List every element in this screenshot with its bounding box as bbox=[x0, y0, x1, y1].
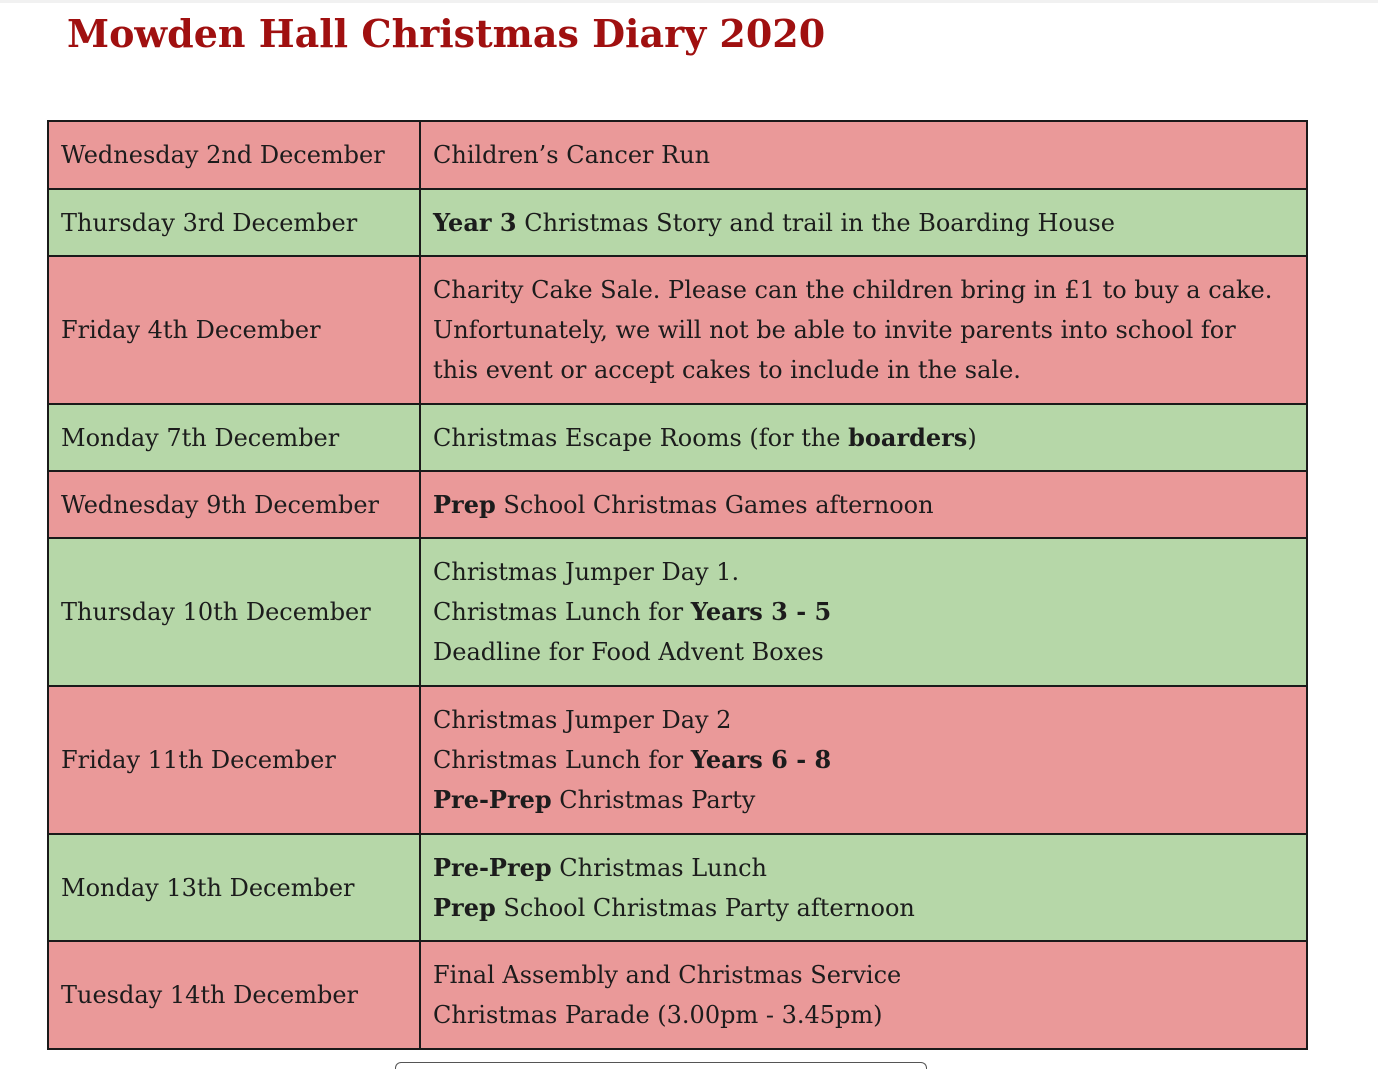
event-line bbox=[433, 740, 1294, 780]
event-text: Christmas Lunch bbox=[551, 853, 767, 882]
event-text: School Christmas Games afternoon bbox=[495, 490, 934, 519]
diary-date-cell: Friday 4th December bbox=[48, 256, 420, 404]
event-line bbox=[433, 848, 1294, 888]
christmas-diary-table bbox=[47, 120, 1308, 1050]
event-text: School Christmas Party afternoon bbox=[495, 893, 915, 922]
event-text-bold: Years 3 - 5 bbox=[690, 597, 832, 626]
diary-row bbox=[48, 404, 1307, 471]
diary-row bbox=[48, 471, 1307, 538]
diary-date-cell: Thursday 10th December bbox=[48, 538, 420, 686]
event-text: Final Assembly and Christmas Service bbox=[433, 961, 902, 989]
event-text: ) bbox=[967, 423, 977, 452]
event-line bbox=[433, 780, 1294, 820]
event-text: Christmas Party bbox=[551, 786, 756, 814]
event-line bbox=[433, 592, 1294, 632]
diary-row bbox=[48, 686, 1307, 834]
event-text: Deadline for Food Advent Boxes bbox=[433, 638, 824, 666]
page-title: Mowden Hall Christmas Diary 2020 bbox=[67, 11, 826, 56]
event-line bbox=[433, 888, 1294, 928]
event-line bbox=[433, 995, 1294, 1035]
event-text: this event or accept cakes to include in the sale. bbox=[433, 356, 1021, 384]
event-text: Children’s Cancer Run bbox=[433, 141, 711, 169]
event-text-bold: Prep bbox=[433, 489, 496, 519]
event-text-bold: Years 6 - 8 bbox=[690, 745, 832, 774]
event-text: Unfortunately, we will not be able to invite parents into school for bbox=[433, 316, 1236, 344]
event-line bbox=[433, 632, 1294, 672]
diary-event-cell bbox=[420, 471, 1307, 538]
diary-date-cell: Tuesday 14th December bbox=[48, 941, 420, 1049]
page-top-rule bbox=[0, 0, 1378, 3]
diary-event-cell bbox=[420, 834, 1307, 941]
event-line bbox=[433, 955, 1294, 995]
diary-event-cell bbox=[420, 189, 1307, 256]
event-text: Christmas Jumper Day 2 bbox=[433, 706, 732, 734]
diary-date-cell: Monday 13th December bbox=[48, 834, 420, 941]
event-text: Christmas Lunch for bbox=[433, 746, 691, 774]
event-line bbox=[433, 485, 1294, 525]
event-text: Christmas Story and trail in the Boarding House bbox=[516, 208, 1115, 237]
event-line bbox=[433, 203, 1294, 243]
diary-row bbox=[48, 189, 1307, 256]
event-line bbox=[433, 135, 1294, 175]
diary-date-cell: Wednesday 2nd December bbox=[48, 121, 420, 189]
diary-row bbox=[48, 941, 1307, 1049]
diary-date-cell: Friday 11th December bbox=[48, 686, 420, 834]
event-text-bold: Pre-Prep bbox=[433, 852, 552, 882]
event-line bbox=[433, 552, 1294, 592]
event-line bbox=[433, 310, 1294, 350]
diary-row bbox=[48, 834, 1307, 941]
event-line bbox=[433, 270, 1294, 310]
diary-event-cell bbox=[420, 941, 1307, 1049]
diary-row bbox=[48, 538, 1307, 686]
event-text-bold: Pre-Prep bbox=[433, 785, 552, 814]
diary-table-body bbox=[48, 121, 1307, 1049]
diary-row bbox=[48, 121, 1307, 189]
diary-event-cell bbox=[420, 256, 1307, 404]
event-text-bold: boarders bbox=[848, 422, 968, 452]
diary-date-cell: Monday 7th December bbox=[48, 404, 420, 471]
event-line bbox=[433, 418, 1294, 458]
diary-event-cell bbox=[420, 404, 1307, 471]
event-text: Christmas Parade (3.00pm - 3.45pm) bbox=[433, 1001, 883, 1029]
diary-event-cell bbox=[420, 686, 1307, 834]
event-text: Christmas Escape Rooms (for the bbox=[433, 423, 849, 452]
event-text-bold: Prep bbox=[433, 892, 496, 922]
diary-date-cell: Wednesday 9th December bbox=[48, 471, 420, 538]
event-line bbox=[433, 350, 1294, 390]
diary-row bbox=[48, 256, 1307, 404]
diary-event-cell bbox=[420, 121, 1307, 189]
diary-event-cell bbox=[420, 538, 1307, 686]
event-line bbox=[433, 700, 1294, 740]
event-text-bold: Year 3 bbox=[433, 207, 517, 237]
event-text: Christmas Lunch for bbox=[433, 598, 691, 626]
event-text: Charity Cake Sale. Please can the children bring in £1 to buy a cake. bbox=[433, 276, 1273, 304]
event-text: Christmas Jumper Day 1. bbox=[433, 558, 740, 586]
diary-date-cell: Thursday 3rd December bbox=[48, 189, 420, 256]
